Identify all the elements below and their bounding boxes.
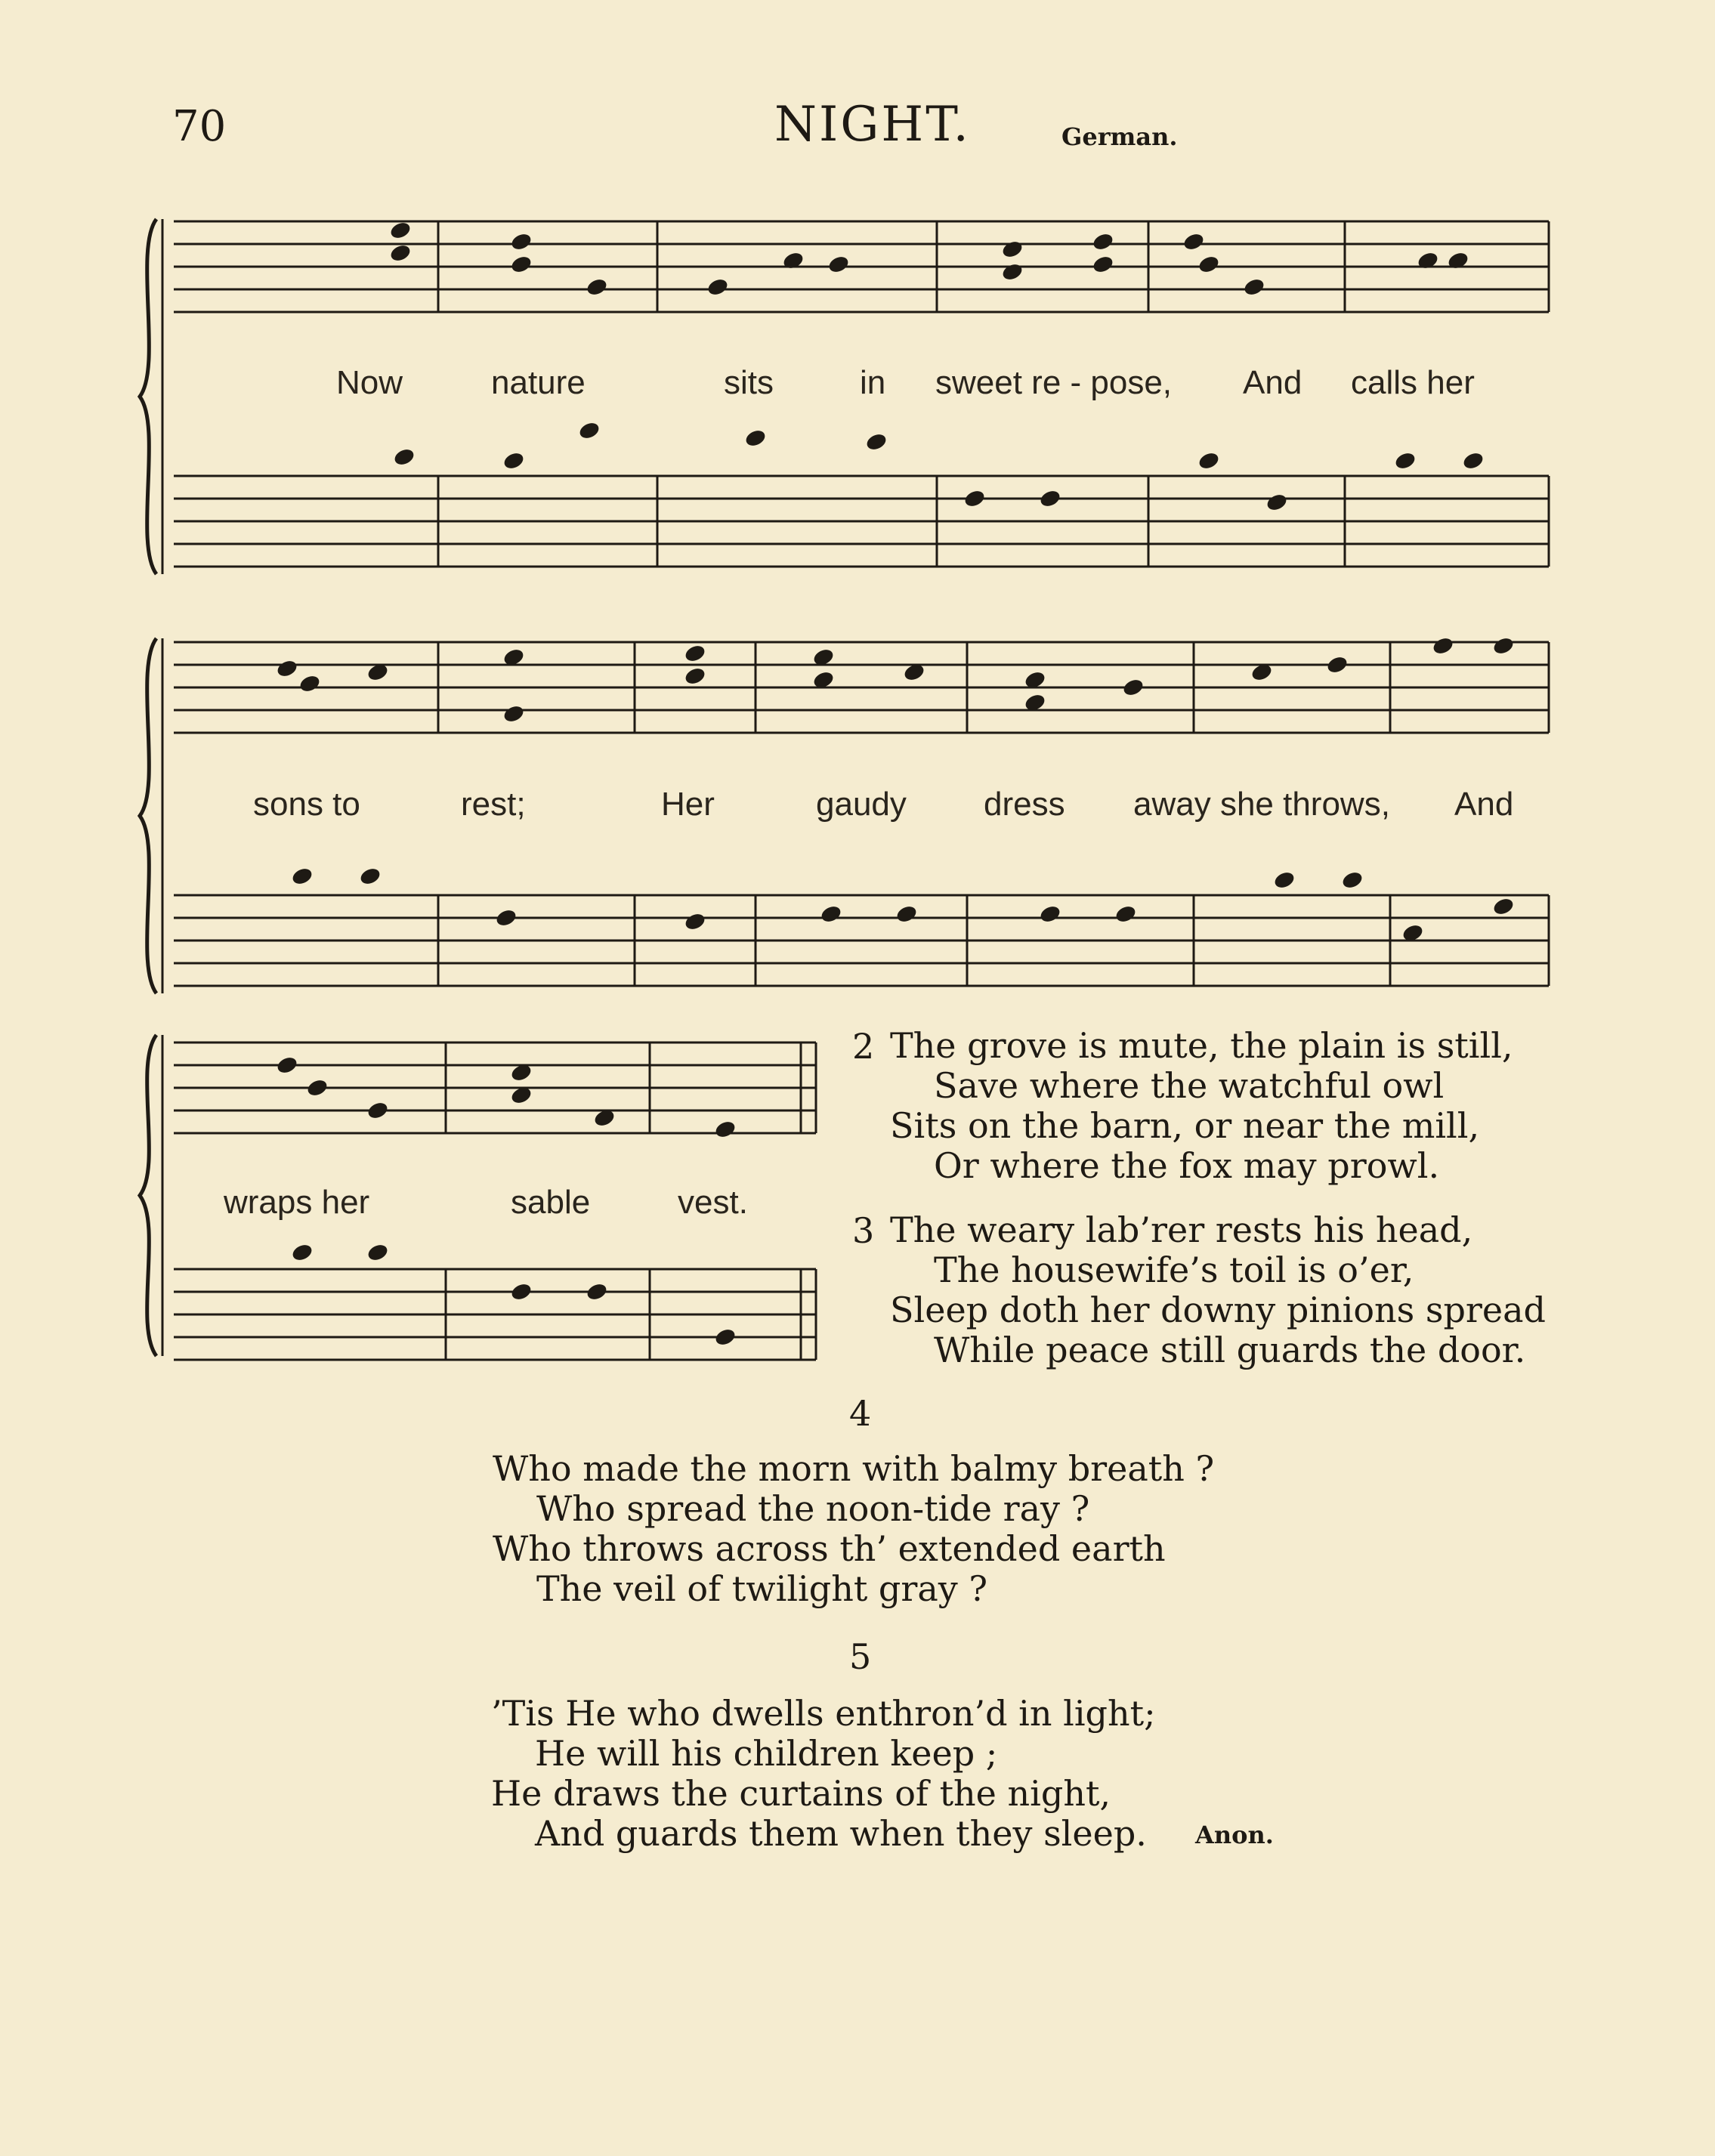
verse-line: ’Tis He who dwells enthron’d in light; [491, 1693, 1156, 1734]
note-head [1491, 896, 1515, 916]
note-head [509, 231, 533, 252]
lyric-syllable: rest; [461, 786, 526, 823]
note-head [275, 1055, 298, 1075]
note-head [683, 911, 706, 931]
verse-3 [890, 1210, 1546, 1370]
verse-number: 4 [849, 1393, 872, 1434]
note-head [1242, 276, 1265, 297]
note-head [713, 1119, 737, 1139]
lyric-syllable: vest. [678, 1184, 748, 1221]
lyric-syllable: in [860, 364, 886, 401]
author-attribution: Anon. [1195, 1821, 1274, 1849]
verse-line: Who made the morn with balmy breath ? [493, 1448, 1215, 1489]
verse-line: Sits on the barn, or near the mill, [890, 1105, 1480, 1146]
note-head [1461, 450, 1485, 471]
verse-line: Save where the watchful owl [934, 1065, 1445, 1106]
note-head [1038, 488, 1061, 508]
verse-line: Who spread the noon-tide ray ? [536, 1488, 1090, 1529]
system-brace [140, 1035, 156, 1356]
note-head [585, 276, 608, 297]
verse-5 [491, 1694, 1156, 1854]
lyric-syllable: Her [661, 786, 715, 823]
note-head [1272, 870, 1296, 890]
note-head [864, 431, 888, 452]
note-head [577, 420, 601, 440]
note-head [1121, 677, 1145, 697]
lyric-syllable: calls her [1351, 364, 1475, 401]
lyric-syllable: sits [724, 364, 774, 401]
lyric-syllable: Now [336, 364, 403, 401]
lyric-syllable: sable [511, 1184, 591, 1221]
note-head [1114, 903, 1137, 924]
note-head [1446, 250, 1469, 270]
lyric-syllable: And [1454, 786, 1514, 823]
note-head [1091, 231, 1114, 252]
lyric-syllable: And [1243, 364, 1302, 401]
note-head [963, 488, 986, 508]
verse-number: 3 [852, 1210, 875, 1251]
note-head [819, 903, 842, 924]
page-number: 70 [172, 102, 227, 151]
note-head [827, 254, 850, 274]
lyric-syllable: sweet re - pose, [935, 364, 1173, 401]
note-head [1000, 239, 1024, 259]
note-head [1091, 254, 1114, 274]
note-head [1038, 903, 1061, 924]
note-head [1431, 635, 1454, 656]
composer-credit: German. [1061, 122, 1178, 151]
verse-line: The veil of twilight gray ? [536, 1568, 988, 1609]
note-head [290, 866, 314, 886]
verse-line: The weary lab’rer rests his head, [890, 1209, 1473, 1250]
note-head [502, 703, 525, 724]
note-head [1197, 450, 1220, 471]
verse-number: 2 [852, 1026, 875, 1067]
note-head [392, 446, 416, 467]
note-head [743, 428, 767, 448]
note-head [388, 220, 412, 240]
system-brace [140, 638, 156, 993]
note-head [781, 250, 805, 270]
note-head [1340, 870, 1364, 890]
note-head [1416, 250, 1439, 270]
note-head [298, 673, 321, 693]
verse-line: The grove is mute, the plain is still, [890, 1025, 1513, 1066]
verse-line: And guards them when they sleep. [535, 1813, 1147, 1854]
lyric-syllable: wraps her [224, 1184, 370, 1221]
note-head [366, 1242, 389, 1262]
lyric-syllable: sons to [253, 786, 360, 823]
note-head [1393, 450, 1417, 471]
note-head [585, 1281, 608, 1302]
lyric-syllable: away she throws, [1133, 786, 1390, 823]
verse-line: He will his children keep ; [535, 1733, 998, 1774]
note-head [502, 450, 525, 471]
verse-number: 5 [849, 1636, 872, 1677]
note-head [1491, 635, 1515, 656]
note-head [1265, 492, 1288, 512]
note-head [1182, 231, 1205, 252]
note-head [713, 1327, 737, 1347]
verse-line: While peace still guards the door. [934, 1330, 1526, 1370]
note-head [366, 1100, 389, 1120]
note-head [683, 666, 706, 686]
note-head [358, 866, 382, 886]
lyric-syllable: dress [984, 786, 1065, 823]
verse-4 [493, 1449, 1214, 1609]
note-head [509, 1281, 533, 1302]
note-head [509, 254, 533, 274]
note-head [494, 907, 518, 928]
lyric-syllable: nature [491, 364, 586, 401]
verse-2 [890, 1026, 1513, 1186]
note-head [1197, 254, 1220, 274]
note-head [1325, 654, 1349, 675]
note-head [683, 643, 706, 663]
note-head [895, 903, 918, 924]
verse-line: Who throws across th’ extended earth [493, 1528, 1166, 1569]
note-head [305, 1077, 329, 1098]
note-head [275, 658, 298, 678]
system-brace [140, 219, 156, 574]
hymn-title: NIGHT. [774, 97, 971, 153]
note-head [1000, 261, 1024, 282]
verse-line: He draws the curtains of the night, [491, 1773, 1111, 1814]
note-head [388, 242, 412, 263]
note-head [706, 276, 729, 297]
verse-line: The housewife’s toil is o’er, [934, 1249, 1414, 1290]
verse-line: Sleep doth her downy pinions spread [890, 1290, 1547, 1330]
lyric-syllable: gaudy [816, 786, 907, 823]
note-head [290, 1242, 314, 1262]
verse-line: Or where the fox may prowl. [934, 1145, 1440, 1186]
